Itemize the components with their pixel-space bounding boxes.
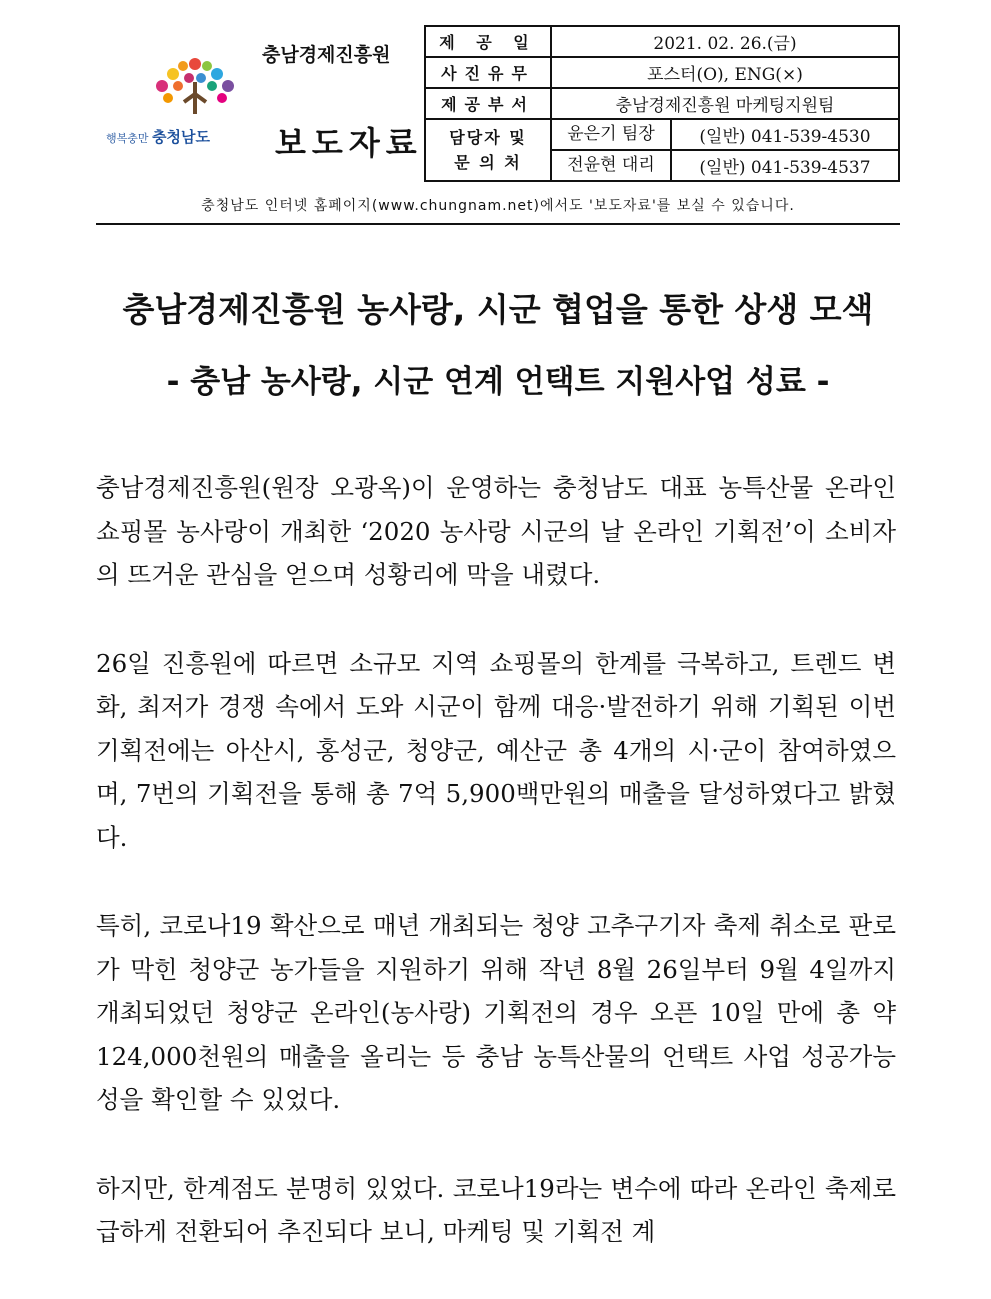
date-row bbox=[425, 26, 899, 57]
contact-label-line-2: 문 의 처 bbox=[454, 153, 522, 172]
body-paragraph: 26일 진흥원에 따르면 소규모 지역 쇼핑몰의 한계를 극복하고, 트렌드 변화, 최저가 경쟁 속에서 도와 시군이 함께 대응·발전하기 위해 기획된 이번 기획전에는 아산시, 홍성군, 청양군, 예산군 총 4개의 시·군이 참여하였으며, 7번의 기획전을 통해 총 7억 5,900백만원의 매출을 달성하였다고 밝혔다. bbox=[96, 648, 896, 852]
dept-row bbox=[425, 88, 899, 119]
organization-name: 충남경제진흥원 bbox=[262, 44, 391, 66]
photo-value: 포스터(O), ENG(×) bbox=[551, 57, 899, 88]
contact-row-1 bbox=[425, 119, 899, 150]
dept-label: 제공부서 bbox=[425, 88, 551, 119]
contact-name: 윤은기 팀장 bbox=[552, 120, 672, 149]
logo-wordmark bbox=[106, 126, 256, 147]
dept-value: 충남경제진흥원 마케팅지원팀 bbox=[551, 88, 899, 119]
contact-label-line-1: 담당자 및 bbox=[449, 128, 527, 147]
date-value: 2021. 02. 26.(금) bbox=[551, 26, 899, 57]
doc-type-label: 보도자료 bbox=[275, 124, 423, 162]
contact-phone[interactable]: (일반) 041-539-4530 bbox=[699, 127, 871, 147]
chungnam-logo bbox=[100, 52, 250, 162]
contact-label bbox=[425, 119, 551, 181]
photo-row bbox=[425, 57, 899, 88]
press-info-table bbox=[424, 25, 900, 182]
body-paragraph: 특히, 코로나19 확산으로 매년 개최되는 청양 고추구기자 축제 취소로 판로가 막힌 청양군 농가들을 지원하기 위해 작년 8월 26일부터 9월 4일까지 개최되었던 청양군 온라인(농사랑) 기획전의 경우 오픈 10일 만에 총 약 124,000천원의 매출을 올리는 등 충남 농특산물의 언택트 사업 성공가능성을 확인할 수 있었다. bbox=[96, 911, 896, 1114]
homepage-notice: 충청남도 인터넷 홈페이지(www.chungnam.net)에서도 '보도자료'를 보실 수 있습니다. bbox=[96, 195, 900, 225]
logo-slogan: 행복충만 bbox=[106, 132, 149, 145]
photo-label: 사진유무 bbox=[425, 57, 551, 88]
contact-phone[interactable]: (일반) 041-539-4537 bbox=[699, 158, 871, 178]
chungnam-tree-logo-icon bbox=[148, 52, 242, 118]
body-paragraph: 충남경제진흥원(원장 오광옥)이 운영하는 충청남도 대표 농특산물 온라인 쇼핑몰 농사랑이 개최한 ‘2020 농사랑 시군의 날 온라인 기획전’이 소비자의 뜨거운 관심을 얻으며 성황리에 막을 내렸다. bbox=[96, 473, 896, 589]
body-paragraph: 하지만, 한계점도 분명히 있었다. 코로나19라는 변수에 따라 온라인 축제로 급하게 전환되어 추진되다 보니, 마케팅 및 기획전 계 bbox=[96, 1173, 896, 1246]
article-subtitle: - 충남 농사랑, 시군 연계 언택트 지원사업 성료 - bbox=[166, 364, 830, 400]
contact-cell-1 bbox=[551, 119, 899, 150]
contact-name: 전윤현 대리 bbox=[552, 151, 672, 180]
date-label: 제 공 일 bbox=[425, 26, 551, 57]
article-body bbox=[96, 466, 896, 1299]
contact-cell-2 bbox=[551, 150, 899, 181]
article-title: 충남경제진흥원 농사랑, 시군 협업을 통한 상생 모색 bbox=[122, 290, 874, 329]
logo-name: 충청남도 bbox=[152, 128, 210, 146]
